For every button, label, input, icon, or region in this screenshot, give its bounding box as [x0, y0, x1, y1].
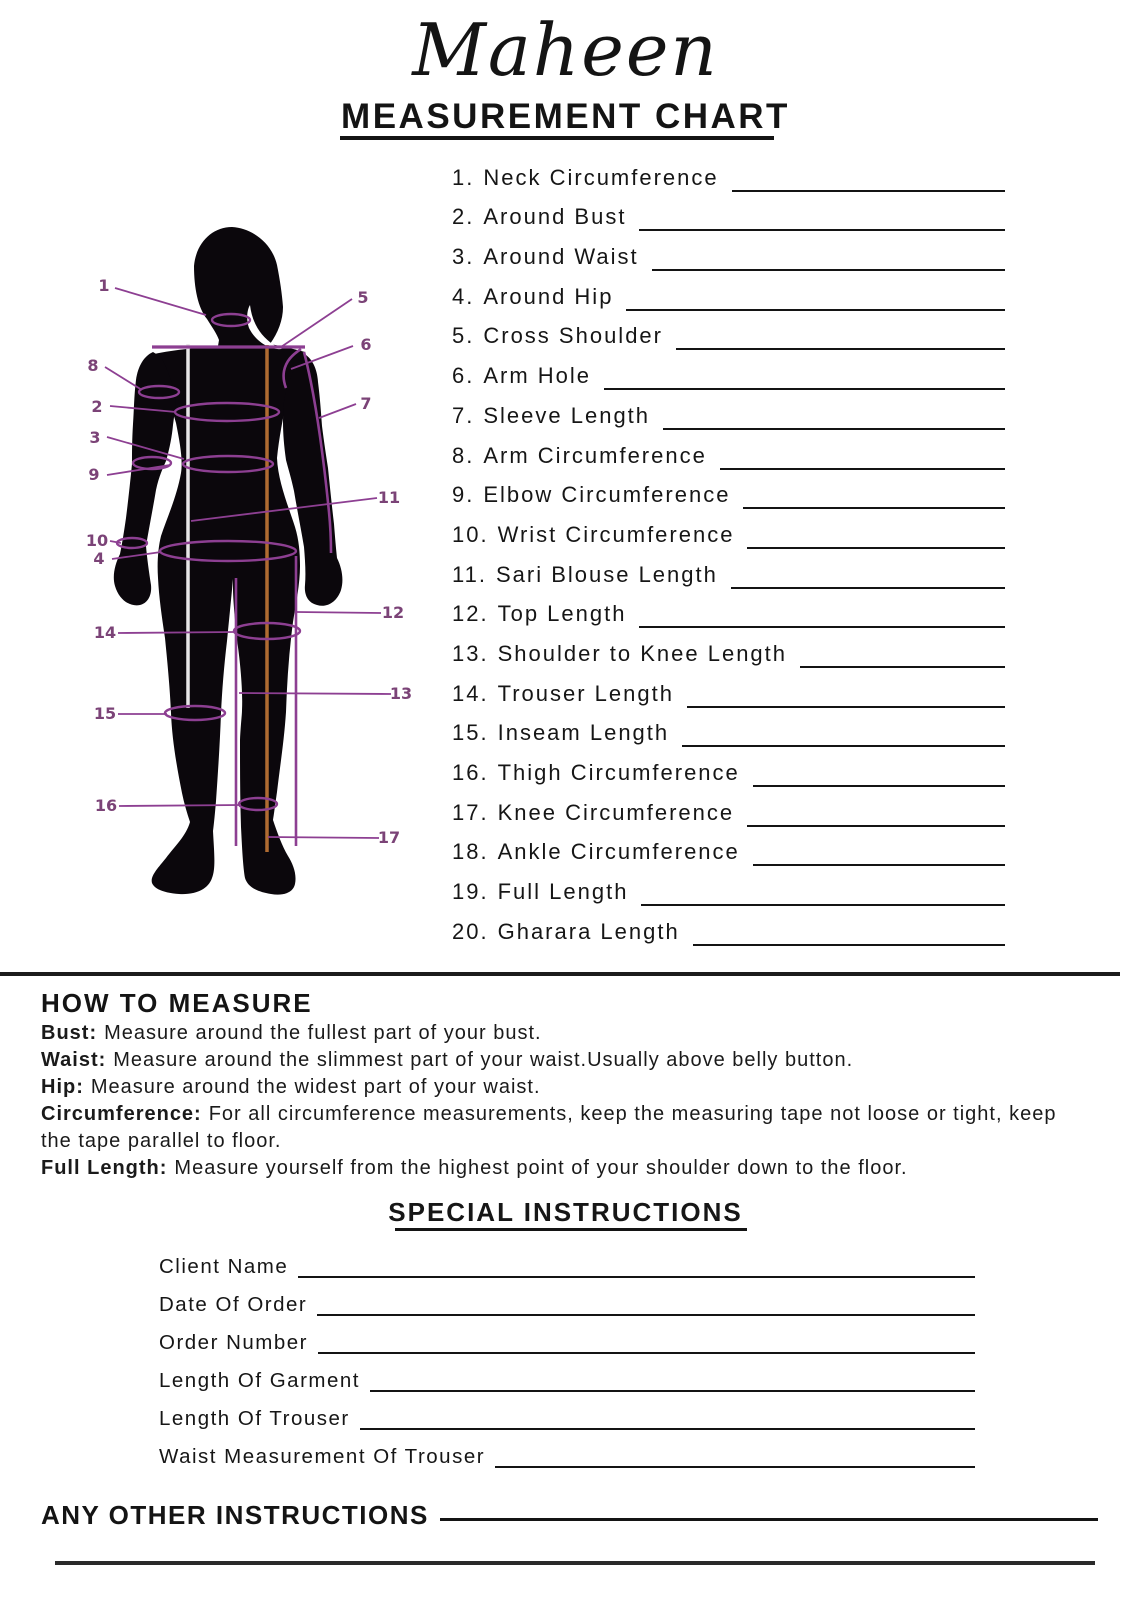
measurement-number: 13.	[452, 640, 489, 666]
measurement-item	[452, 592, 1005, 632]
any-other-instructions-heading: ANY OTHER INSTRUCTIONS	[41, 1500, 429, 1530]
measurement-label: Top Length	[497, 601, 627, 627]
form-field	[159, 1399, 975, 1437]
measurement-blank-line	[663, 428, 1005, 430]
form-field	[159, 1285, 975, 1323]
measurement-label: Cross Shoulder	[483, 323, 663, 349]
rule-term: Hip:	[41, 1076, 84, 1098]
measurement-label: Elbow Circumference	[483, 482, 731, 508]
measurement-label: Trouser Length	[497, 680, 674, 706]
measurement-item	[452, 155, 1005, 195]
measurement-blank-line	[676, 348, 1005, 350]
measurement-blank-line	[720, 468, 1005, 470]
rule-item	[41, 1155, 1076, 1182]
rule-text: Measure around the widest part of your waist.	[90, 1076, 541, 1098]
field-label: Waist Measurement Of Trouser	[159, 1445, 486, 1468]
figure-annotation-number: 7	[360, 394, 372, 413]
any-other-instructions-blank-line	[440, 1518, 1098, 1521]
form-field	[159, 1361, 975, 1399]
leader-line-13	[239, 693, 391, 694]
rule-term: Full Length:	[41, 1157, 168, 1179]
form-field	[159, 1437, 975, 1475]
measurement-number: 11.	[452, 561, 487, 587]
measurement-blank-line	[747, 825, 1005, 827]
leader-line-7	[319, 404, 356, 418]
figure-annotation-number: 16	[94, 796, 118, 815]
measurement-item	[452, 671, 1005, 711]
section-divider	[0, 972, 1120, 976]
measurement-number: 19.	[452, 879, 489, 905]
measurement-label: Gharara Length	[497, 918, 680, 944]
leader-line-14	[118, 632, 234, 633]
figure-annotation-number: 2	[91, 397, 103, 416]
measurement-number: 6.	[452, 363, 475, 389]
measurement-blank-line	[687, 706, 1005, 708]
measurement-label: Sari Blouse Length	[495, 561, 718, 587]
measurement-number: 9.	[452, 482, 475, 508]
brand-logo: Maheen	[412, 8, 719, 92]
leader-line-17	[268, 837, 379, 838]
measurement-number: 5.	[452, 323, 475, 349]
measurement-blank-line	[693, 944, 1005, 946]
figure-annotation-number: 11	[377, 488, 401, 507]
special-instructions-underline	[395, 1228, 747, 1231]
measurement-item	[452, 393, 1005, 433]
measurement-blank-line	[743, 507, 1005, 509]
measurement-item	[452, 473, 1005, 513]
measurement-blank-line	[747, 547, 1005, 549]
measurement-label: Wrist Circumference	[497, 521, 735, 547]
measurement-number: 2.	[452, 204, 475, 230]
field-blank-line	[318, 1352, 975, 1354]
measurement-number: 12.	[452, 601, 489, 627]
measurement-label: Around Waist	[483, 244, 639, 270]
field-blank-line	[370, 1390, 975, 1392]
leader-line-1	[115, 288, 206, 315]
special-instructions-heading: SPECIAL INSTRUCTIONS	[388, 1197, 743, 1227]
measurement-number: 1.	[452, 164, 475, 190]
field-label: Length Of Garment	[159, 1369, 360, 1392]
body-figure	[0, 0, 440, 920]
field-label: Date Of Order	[159, 1293, 308, 1316]
measurement-label: Around Bust	[483, 204, 627, 230]
measurement-blank-line	[626, 309, 1005, 311]
rule-item	[41, 1101, 1076, 1155]
measurement-item	[452, 314, 1005, 354]
measurement-blank-line	[639, 626, 1005, 628]
measurement-item	[452, 869, 1005, 909]
field-blank-line	[495, 1466, 975, 1468]
measurement-number: 3.	[452, 244, 475, 270]
measurement-label: Arm Circumference	[483, 442, 707, 468]
measurement-blank-line	[604, 388, 1005, 390]
figure-annotation-number: 10	[85, 531, 109, 550]
rule-term: Bust:	[41, 1022, 98, 1044]
measurement-blank-line	[753, 785, 1005, 787]
measurement-number: 4.	[452, 283, 475, 309]
leader-line-12	[297, 612, 381, 613]
measurement-label: Shoulder to Knee Length	[497, 640, 788, 666]
form-field	[159, 1323, 975, 1361]
field-label: Client Name	[159, 1255, 289, 1278]
measurement-item	[452, 552, 1005, 592]
rule-item	[41, 1074, 1076, 1101]
field-blank-line	[360, 1428, 975, 1430]
measurement-number: 10.	[452, 521, 489, 547]
measurement-number: 17.	[452, 799, 489, 825]
measurement-label: Around Hip	[483, 283, 614, 309]
rule-text: For all circumference measurements, keep the measuring tape not loose or tight, keep the tape parallel to floor.	[41, 1103, 1057, 1152]
measurement-blank-line	[652, 269, 1005, 271]
measurement-blank-line	[731, 587, 1005, 589]
figure-annotation-number: 8	[87, 356, 99, 375]
measurement-item	[452, 433, 1005, 473]
measurement-label: Arm Hole	[483, 363, 592, 389]
measurement-item	[452, 353, 1005, 393]
measurement-label: Inseam Length	[497, 720, 670, 746]
how-to-measure-heading: HOW TO MEASURE	[41, 988, 313, 1018]
field-label: Order Number	[159, 1331, 309, 1354]
measurement-blank-line	[682, 745, 1005, 747]
measurement-label: Sleeve Length	[483, 402, 651, 428]
rule-term: Circumference:	[41, 1103, 202, 1125]
measurement-blank-line	[639, 229, 1005, 231]
measurement-number: 8.	[452, 442, 475, 468]
measurement-item	[452, 274, 1005, 314]
field-blank-line	[317, 1314, 975, 1316]
rule-item	[41, 1020, 1076, 1047]
measurement-label: Knee Circumference	[497, 799, 735, 825]
measurement-label: Neck Circumference	[483, 164, 719, 190]
figure-annotation-number: 9	[88, 465, 100, 484]
special-instructions-fields	[159, 1247, 975, 1475]
bottom-blank-line	[55, 1561, 1095, 1565]
measurement-number: 14.	[452, 680, 489, 706]
figure-annotation-number: 14	[93, 623, 117, 642]
measurement-item	[452, 195, 1005, 235]
measurement-label: Full Length	[497, 879, 629, 905]
figure-annotation-number: 12	[381, 603, 405, 622]
measurement-number: 7.	[452, 402, 475, 428]
figure-annotation-number: 4	[93, 549, 105, 568]
page-title: MEASUREMENT CHART	[341, 97, 790, 136]
measurement-item	[452, 909, 1005, 949]
figure-annotation-number: 3	[89, 428, 101, 447]
leader-line-16	[119, 805, 241, 806]
measurement-number: 20.	[452, 918, 489, 944]
how-to-measure-rules	[41, 1020, 1076, 1182]
measurement-blank-line	[641, 904, 1005, 906]
leader-line-5	[281, 299, 352, 347]
measurement-label: Ankle Circumference	[497, 839, 740, 865]
measurement-item	[452, 512, 1005, 552]
rule-text: Measure around the slimmest part of your waist.Usually above belly button.	[113, 1049, 854, 1071]
figure-annotation-number: 17	[377, 828, 401, 847]
measurement-label: Thigh Circumference	[497, 760, 740, 785]
rule-term: Waist:	[41, 1049, 107, 1071]
measurement-blank-line	[732, 190, 1005, 192]
figure-annotation-number: 13	[389, 684, 413, 703]
measurement-number: 18.	[452, 839, 489, 865]
figure-annotation-number: 1	[98, 276, 110, 295]
rule-text: Measure around the fullest part of your bust.	[104, 1022, 542, 1044]
field-blank-line	[298, 1276, 975, 1278]
measurement-number: 15.	[452, 720, 489, 746]
form-field	[159, 1247, 975, 1285]
figure-annotation-number: 6	[360, 335, 372, 354]
measurement-item	[452, 631, 1005, 671]
measurement-item	[452, 234, 1005, 274]
measurement-item	[452, 711, 1005, 751]
figure-annotation-number: 5	[357, 288, 369, 307]
measurement-blank-line	[753, 864, 1005, 866]
field-label: Length Of Trouser	[159, 1407, 350, 1430]
rule-text: Measure yourself from the highest point of your shoulder down to the floor.	[174, 1157, 908, 1179]
rule-item	[41, 1047, 1076, 1074]
measurement-blank-line	[800, 666, 1005, 668]
figure-annotation-number: 15	[93, 704, 117, 723]
body-figure-svg	[0, 0, 440, 920]
measurement-item	[452, 750, 1005, 790]
measurement-item	[452, 830, 1005, 870]
measurement-list	[452, 155, 1005, 949]
measurement-number: 16.	[452, 760, 489, 785]
measurement-item	[452, 790, 1005, 830]
